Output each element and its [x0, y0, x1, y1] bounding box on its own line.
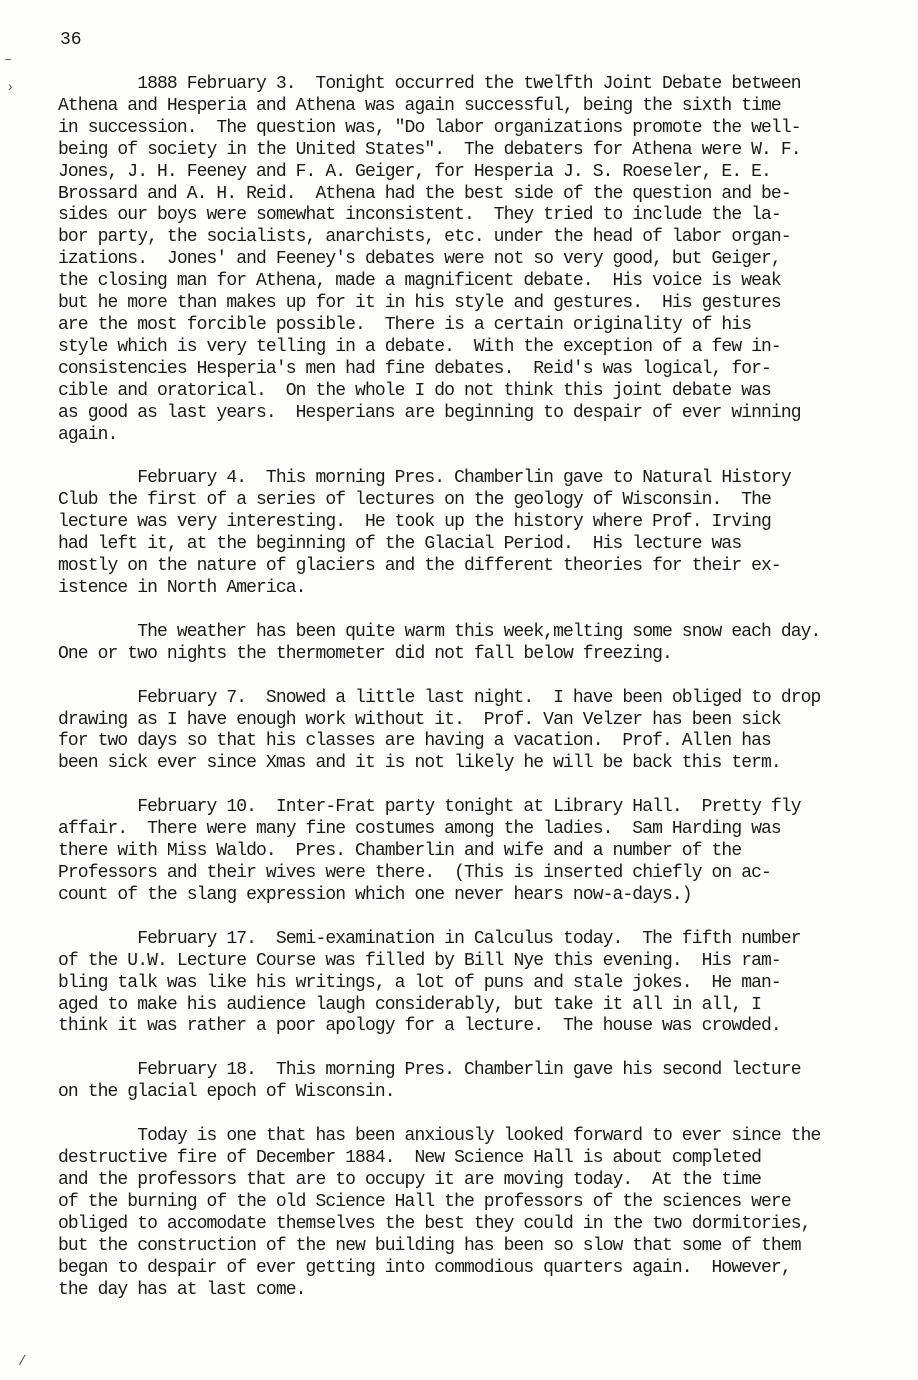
- text-line: and the professors that are to occupy it are moving today. At the time: [58, 1169, 762, 1190]
- text-line: February 10. Inter-Frat party tonight at Library Hall. Pretty fly: [58, 797, 801, 818]
- margin-mark: /: [18, 1354, 27, 1370]
- text-line: destructive fire of December 1884. New Science Hall is about completed: [58, 1148, 762, 1169]
- text-line: The weather has been quite warm this week,melting some snow each day.: [58, 621, 821, 642]
- journal-body: [58, 74, 888, 1301]
- text-line: had left it, at the beginning of the Glacial Period. His lecture was: [58, 534, 742, 555]
- text-line: February 4. This morning Pres. Chamberlin gave to Natural History: [58, 468, 791, 489]
- text-line: mostly on the nature of glaciers and the different theories for their ex-: [58, 556, 781, 577]
- text-line: count of the slang expression which one never hears now-a-days.): [58, 884, 692, 905]
- text-line: again.: [58, 424, 118, 445]
- text-line: been sick ever since Xmas and it is not likely he will be back this term.: [58, 753, 781, 774]
- text-line: began to despair of ever getting into commodious quarters again. However,: [58, 1257, 791, 1278]
- text-line: but the construction of the new building has been so slow that some of them: [58, 1235, 801, 1256]
- text-line: the day has at last come.: [58, 1279, 306, 1300]
- text-line: istence in North America.: [58, 577, 306, 598]
- text-line: obliged to accomodate themselves the best they could in the two dormitories,: [58, 1213, 811, 1234]
- text-line: Professors and their wives were there. (This is inserted chiefly on ac-: [58, 863, 771, 883]
- text-line: aged to make his audience laugh considerably, but take it all in all, I: [58, 994, 762, 1015]
- text-line: 1888 February 3. Tonight occurred the twelfth Joint Debate between: [58, 74, 801, 94]
- text-line: on the glacial epoch of Wisconsin.: [58, 1082, 395, 1103]
- paragraph: [58, 1060, 888, 1104]
- text-line: think it was rather a poor apology for a lecture. The house was crowded.: [58, 1016, 781, 1037]
- text-line: Jones, J. H. Feeney and F. A. Geiger, for Hesperia J. S. Roeseler, E. E.: [58, 161, 771, 182]
- text-line: February 7. Snowed a little last night. I have been obliged to drop: [58, 687, 821, 708]
- text-line: for two days so that his classes are having a vacation. Prof. Allen has: [58, 731, 771, 752]
- paragraph: [58, 468, 888, 599]
- page-number: 36: [60, 30, 82, 50]
- text-line: but he more than makes up for it in his style and gestures. His gestures: [58, 293, 781, 314]
- text-line: bor party, the socialists, anarchists, etc. under the head of labor organ-: [58, 227, 791, 248]
- text-line: February 17. Semi-examination in Calculus today. The fifth number: [58, 928, 801, 949]
- margin-mark: –: [4, 52, 13, 68]
- text-line: the closing man for Athena, made a magnificent debate. His voice is weak: [58, 271, 781, 292]
- text-line: style which is very telling in a debate. With the exception of a few in-: [58, 336, 781, 357]
- text-line: February 18. This morning Pres. Chamberlin gave his second lecture: [58, 1060, 801, 1081]
- paragraph: [58, 797, 888, 907]
- paragraph: [58, 929, 888, 1039]
- text-line: consistencies Hesperia's men had fine debates. Reid's was logical, for-: [58, 358, 771, 379]
- text-line: are the most forcible possible. There is a certain originality of his: [58, 314, 752, 335]
- text-line: cible and oratorical. On the whole I do not think this joint debate was: [58, 380, 771, 401]
- text-line: of the U.W. Lecture Course was filled by Bill Nye this evening. His ram-: [58, 950, 781, 971]
- text-line: bling talk was like his writings, a lot of puns and stale jokes. He man-: [58, 972, 781, 993]
- text-line: being of society in the United States". The debaters for Athena were W. F.: [58, 139, 801, 160]
- text-line: drawing as I have enough work without it. Prof. Van Velzer has been sick: [58, 709, 781, 730]
- text-line: Brossard and A. H. Reid. Athena had the best side of the question and be-: [58, 183, 791, 204]
- text-line: sides our boys were somewhat inconsistent. They tried to include the la-: [58, 205, 781, 226]
- text-line: izations. Jones' and Feeney's debates were not so very good, but Geiger,: [58, 249, 781, 270]
- paragraph: [58, 74, 888, 446]
- text-line: Athena and Hesperia and Athena was again successful, being the sixth time: [58, 95, 781, 116]
- paragraph: [58, 688, 888, 776]
- text-line: Today is one that has been anxiously looked forward to ever since the: [58, 1126, 821, 1147]
- paragraph: [58, 622, 888, 666]
- text-line: as good as last years. Hesperians are beginning to despair of ever winning: [58, 402, 801, 423]
- text-line: there with Miss Waldo. Pres. Chamberlin and wife and a number of the: [58, 841, 742, 862]
- paragraph: [58, 1126, 888, 1301]
- text-line: lecture was very interesting. He took up the history where Prof. Irving: [58, 512, 771, 533]
- text-line: of the burning of the old Science Hall the professors of the sciences were: [58, 1191, 791, 1212]
- margin-mark: ›: [6, 80, 15, 96]
- text-line: Club the first of a series of lectures on the geology of Wisconsin. The: [58, 490, 771, 511]
- text-line: One or two nights the thermometer did not fall below freezing.: [58, 643, 672, 664]
- text-line: affair. There were many fine costumes among the ladies. Sam Harding was: [58, 819, 781, 840]
- text-line: in succession. The question was, "Do labor organizations promote the well-: [58, 117, 801, 138]
